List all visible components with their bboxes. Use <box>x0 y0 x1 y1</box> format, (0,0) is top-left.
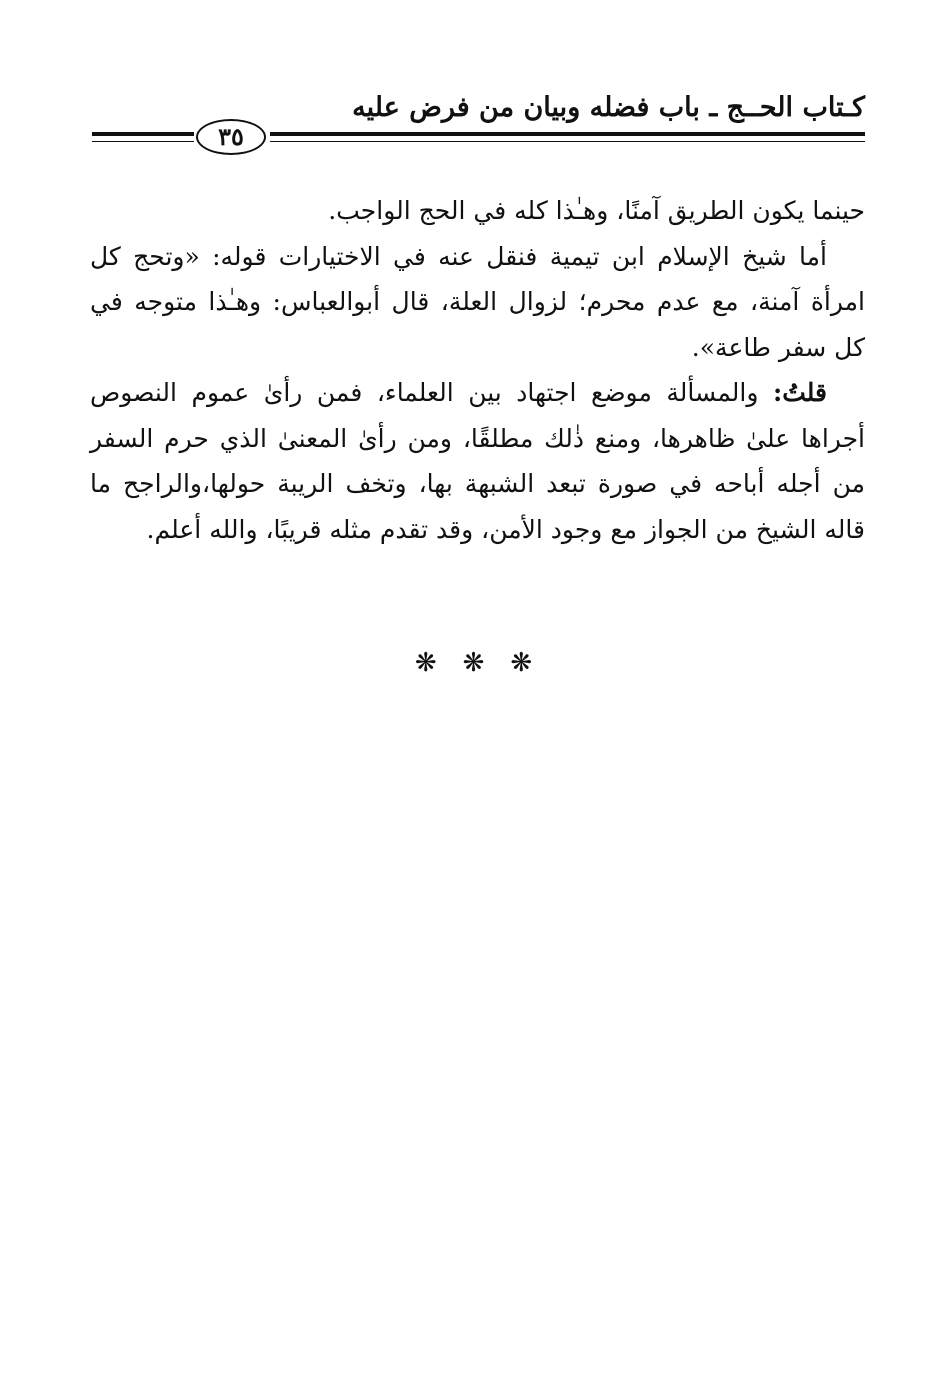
paragraph-lead: قلتُ: <box>772 378 827 407</box>
header-rule-right <box>270 132 865 136</box>
section-separator-asterisks: ❋❋❋ <box>414 648 559 678</box>
header-rule-left <box>92 132 194 136</box>
paragraph-text: والمسألة موضع اجتهاد بين العلماء، فمن رأىٰ عموم النصوص أجراها علىٰ ظاهرها، ومنع ذٰلك مطلقًا، ومن رأىٰ المعنىٰ الذي حرم السفر من أجله أباحه في صورة تبعد الشبهة بها، وتخف الريبة حولها،والراجح ما قاله الشيخ من الجواز مع وجود الأمن، وقد تقدم مثله قريبًا، والله أعلم. <box>90 378 865 544</box>
page-number-badge: ٣٥ <box>196 119 266 155</box>
body-text <box>90 188 865 552</box>
paragraph <box>90 370 865 552</box>
paragraph: أما شيخ الإسلام ابن تيمية فنقل عنه في الاختيارات قوله: «وتحج كل امرأة آمنة، مع عدم محرم؛ لزوال العلة، قال أبوالعباس: وهـٰذا متوجه في كل سفر طاعة». <box>90 241 865 362</box>
header-rule-right-thin <box>270 141 865 142</box>
running-header-title: كـتاب الحــج ـ باب فضله وبيان من فرض عليه <box>352 92 865 123</box>
paragraph: حينما يكون الطريق آمنًا، وهـٰذا كله في الحج الواجب. <box>328 196 865 225</box>
header-rule-left-thin <box>92 141 194 142</box>
